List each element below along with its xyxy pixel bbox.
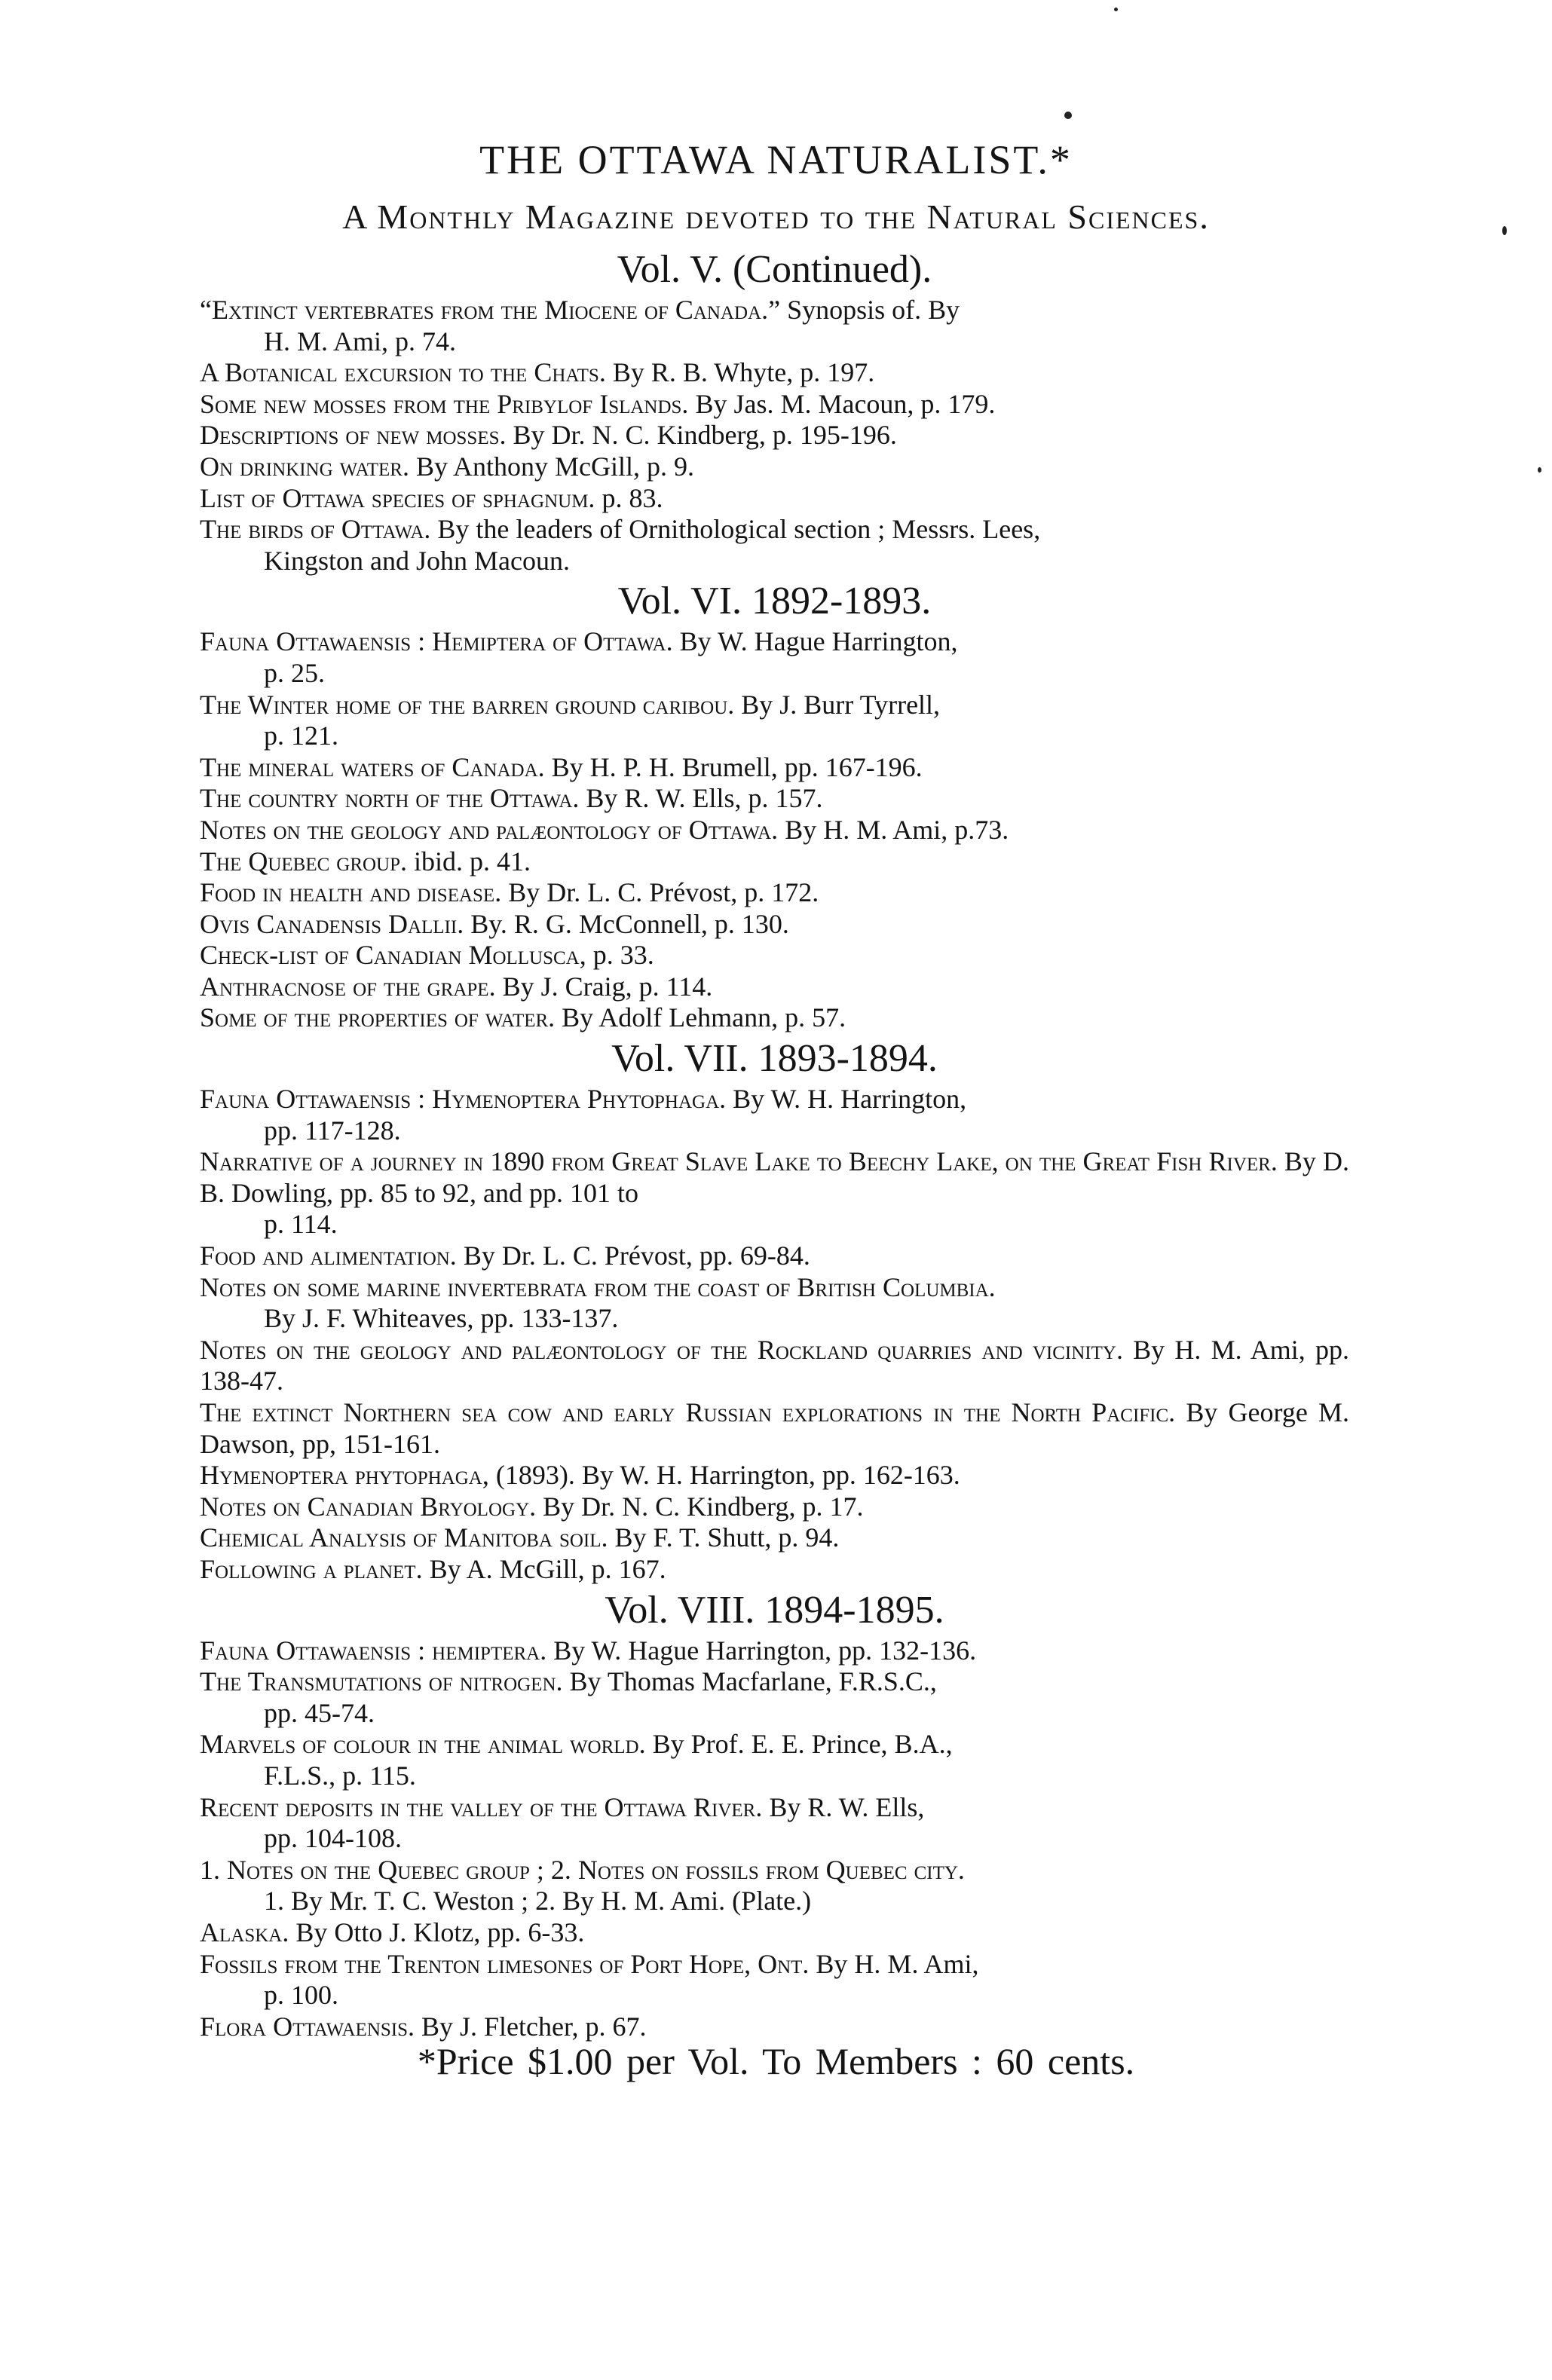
entry-title: The Transmutations of nitrogen. — [200, 1666, 563, 1697]
entry-author: By R. B. Whyte, p. 197. — [612, 357, 875, 388]
entry-author: By W. H. Harrington, — [733, 1084, 967, 1115]
entry-author: By R. W. Ells, p. 157. — [586, 783, 823, 814]
contents-entry — [200, 1240, 1349, 1272]
entry-author: By D. B. Dowling, pp. 85 to 92, and pp. 101 to — [200, 1146, 1349, 1208]
entry-title: Anthracnose of the grape. — [200, 971, 496, 1002]
entry-author: By H. M. Ami, — [816, 1948, 979, 1979]
entry-continuation: pp. 104-108. — [264, 1823, 402, 1854]
contents-entry — [200, 1002, 1349, 1034]
entry-author: By J. Burr Tyrrell, — [741, 689, 941, 720]
scan-speck — [1502, 226, 1507, 235]
entry-title: The Quebec group. — [200, 846, 408, 876]
contents-entry — [200, 389, 1349, 421]
entry-author: By H. M. Ami, p.73. — [785, 814, 1009, 845]
entry-title: Following a planet. — [200, 1553, 423, 1584]
contents-entry — [200, 690, 1349, 752]
entry-title: Check-list of Canadian Mollusca, — [200, 940, 586, 971]
entry-title: Narrative of a journey in 1890 from Great Slave Lake to Beechy Lake, on the Great Fish River. — [200, 1146, 1278, 1177]
contents-entry — [200, 420, 1349, 451]
contents-entry — [200, 1635, 1349, 1667]
entry-author: By H. P. H. Brumell, pp. 167-196. — [551, 751, 923, 782]
entry-author: By. R. G. McConnell, p. 130. — [470, 908, 789, 939]
entry-author: By the leaders of Ornithological section ; Messrs. Lees, — [437, 514, 1041, 545]
contents-entry — [200, 877, 1349, 909]
entry-title: Chemical Analysis of Manitoba soil. — [200, 1522, 608, 1553]
contents-entry — [200, 483, 1349, 515]
entry-continuation: By J. F. Whiteaves, pp. 133-137. — [264, 1303, 619, 1334]
page-subtitle: A Monthly Magazine devoted to the Natural Sciences. — [342, 197, 1210, 236]
contents-entry — [200, 1491, 1349, 1523]
entry-title: Notes on the geology and palæontology of Ottawa. — [200, 814, 779, 845]
contents-entry — [200, 1949, 1349, 2011]
entry-author: By R. W. Ells, — [769, 1791, 925, 1822]
entry-continuation: p. 114. — [264, 1209, 338, 1240]
entry-author: By J. Fletcher, p. 67. — [421, 2011, 647, 2042]
contents-entry — [200, 909, 1349, 941]
contents-entry — [200, 1335, 1349, 1397]
entry-title: Ovis Canadensis Dallii. — [200, 908, 464, 939]
entry-author: By W. Hague Harrington, pp. 132-136. — [553, 1635, 977, 1666]
contents-list — [200, 245, 1349, 2042]
entry-author: By Adolf Lehmann, p. 57. — [562, 1002, 846, 1033]
contents-entry — [200, 2011, 1349, 2043]
contents-entry — [200, 295, 1349, 357]
entry-title: Fauna Ottawaensis : Hymenoptera Phytophaga. — [200, 1084, 727, 1115]
entry-title: The extinct Northern sea cow and early Russian explorations in the North Pacific. — [200, 1397, 1176, 1427]
entry-author: ibid. p. 41. — [414, 846, 531, 876]
entry-title: Notes on some marine invertebrata from the coast of British Columbia. — [200, 1271, 996, 1302]
contents-entry — [200, 1792, 1349, 1855]
scan-speck — [1114, 8, 1118, 11]
entry-author: By Otto J. Klotz, pp. 6-33. — [295, 1917, 585, 1947]
contents-entry — [200, 1084, 1349, 1146]
scan-speck — [1538, 467, 1541, 473]
entry-title: Alaska. — [200, 1917, 289, 1947]
entry-continuation: 1. By Mr. T. C. Weston ; 2. By H. M. Ami. (Plate.) — [264, 1886, 812, 1917]
entry-continuation: p. 121. — [264, 720, 338, 751]
entry-title: Notes on the geology and palæontology of the Rockland quarries and vicinity. — [200, 1334, 1123, 1365]
contents-entry — [200, 1397, 1349, 1460]
contents-entry — [200, 1554, 1349, 1586]
contents-entry — [200, 783, 1349, 815]
entry-author: By Dr. L. C. Prévost, pp. 69-84. — [463, 1240, 810, 1271]
entry-title: The mineral waters of Canada. — [200, 751, 545, 782]
contents-entry — [200, 1522, 1349, 1554]
contents-entry — [200, 846, 1349, 878]
entry-title: Some of the properties of water. — [200, 1002, 556, 1033]
entry-title: Some new mosses from the Pribylof Islands. — [200, 388, 689, 419]
entry-author: By F. T. Shutt, p. 94. — [614, 1522, 840, 1553]
entry-title: The country north of the Ottawa. — [200, 783, 580, 814]
contents-entry — [200, 752, 1349, 784]
entry-title: Descriptions of new mosses. — [200, 420, 507, 451]
entry-title: 1. Notes on the Quebec group ; 2. Notes on fossils from Quebec city. — [200, 1854, 965, 1885]
contents-entry — [200, 940, 1349, 971]
entry-continuation: pp. 117-128. — [264, 1115, 401, 1146]
entry-title: The birds of Ottawa. — [200, 514, 431, 545]
entry-author: Synopsis of. By — [787, 295, 960, 325]
volume-heading: Vol. VIII. 1894-1895. — [605, 1588, 944, 1632]
entry-title: Fauna Ottawaensis : hemiptera. — [200, 1635, 547, 1666]
entry-author: p. 33. — [592, 940, 654, 971]
entry-author: By W. H. Harrington, pp. 162-163. — [581, 1460, 960, 1491]
contents-entry — [200, 815, 1349, 846]
entry-author: By J. Craig, p. 114. — [502, 971, 713, 1002]
entry-author: By Dr. L. C. Prévost, p. 172. — [508, 877, 819, 908]
entry-title: Recent deposits in the valley of the Ottawa River. — [200, 1791, 763, 1822]
entry-title: On drinking water. — [200, 451, 409, 482]
entry-author: By H. M. Ami, pp. 138-47. — [200, 1334, 1349, 1396]
entry-title: A Botanical excursion to the Chats. — [200, 357, 606, 388]
entry-author: By W. Hague Harrington, — [679, 626, 958, 657]
entry-continuation: p. 100. — [264, 1980, 338, 2011]
entry-title: Food in health and disease. — [200, 877, 502, 908]
contents-entry — [200, 1729, 1349, 1791]
contents-entry — [200, 626, 1349, 689]
contents-entry — [200, 971, 1349, 1003]
contents-entry — [200, 1460, 1349, 1491]
entry-author: By Jas. M. Macoun, p. 179. — [695, 388, 996, 419]
entry-title: List of Ottawa species of sphagnum. — [200, 482, 595, 513]
contents-entry — [200, 451, 1349, 483]
entry-author: p. 83. — [602, 482, 663, 513]
price-note: *Price $1.00 per Vol. To Members : 60 cents. — [417, 2040, 1135, 2082]
entry-title: Flora Ottawaensis. — [200, 2011, 415, 2042]
contents-entry — [200, 1666, 1349, 1729]
contents-entry — [200, 1272, 1349, 1335]
scan-speck — [1064, 112, 1072, 119]
contents-entry — [200, 1917, 1349, 1949]
entry-author: By Prof. E. E. Prince, B.A., — [652, 1729, 953, 1760]
entry-title: “Extinct vertebrates from the Miocene of Canada.” — [200, 295, 781, 325]
entry-continuation: p. 25. — [264, 657, 325, 688]
volume-heading: Vol. V. (Continued). — [617, 248, 932, 291]
entry-author: By Dr. N. C. Kindberg, p. 195-196. — [513, 420, 897, 451]
entry-continuation: H. M. Ami, p. 74. — [264, 326, 457, 356]
entry-author: By George M. Dawson, pp, 151-161. — [200, 1397, 1349, 1459]
entry-author: By Thomas Macfarlane, F.R.S.C., — [569, 1666, 937, 1697]
entry-title: Notes on Canadian Bryology. — [200, 1491, 537, 1522]
page-title: THE OTTAWA NATURALIST.* — [479, 137, 1073, 182]
entry-continuation: pp. 45-74. — [264, 1697, 375, 1728]
entry-author: By A. McGill, p. 167. — [429, 1553, 666, 1584]
entry-author: By Dr. N. C. Kindberg, p. 17. — [543, 1491, 864, 1522]
entry-title: Marvels of colour in the animal world. — [200, 1729, 646, 1760]
entry-author: By Anthony McGill, p. 9. — [415, 451, 695, 482]
entry-continuation: F.L.S., p. 115. — [264, 1760, 416, 1791]
contents-entry — [200, 514, 1349, 577]
contents-entry — [200, 1855, 1349, 1917]
entry-continuation: Kingston and John Macoun. — [264, 545, 570, 576]
contents-entry — [200, 1146, 1349, 1240]
entry-title: Fossils from the Trenton limesones of Port Hope, Ont. — [200, 1948, 810, 1979]
entry-title: Fauna Ottawaensis : Hemiptera of Ottawa. — [200, 626, 673, 657]
volume-heading: Vol. VII. 1893-1894. — [611, 1037, 938, 1081]
contents-entry — [200, 357, 1349, 389]
entry-title: Hymenoptera phytophaga, (1893). — [200, 1460, 575, 1491]
volume-heading: Vol. VI. 1892-1893. — [617, 580, 932, 623]
entry-title: The Winter home of the barren ground caribou. — [200, 689, 735, 720]
entry-title: Food and alimentation. — [200, 1240, 457, 1271]
